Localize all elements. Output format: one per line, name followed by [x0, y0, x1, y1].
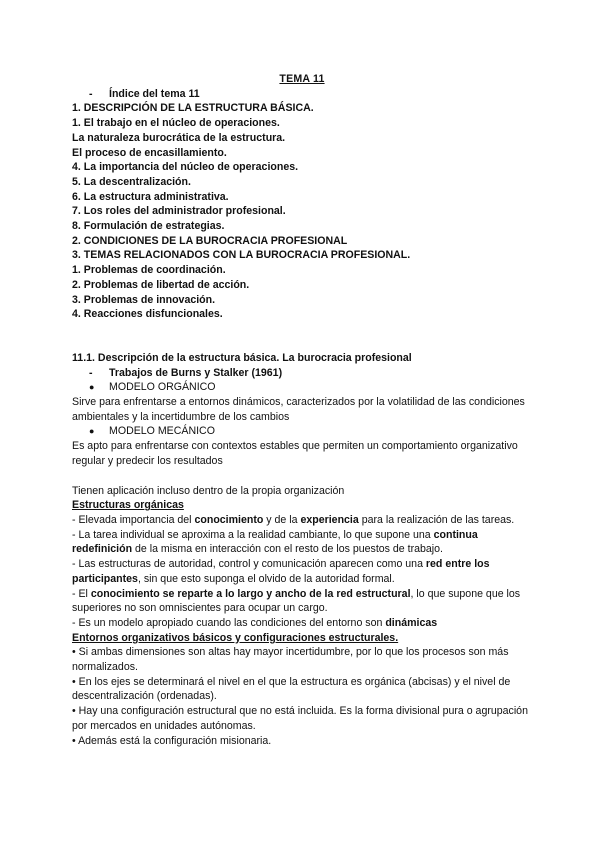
environments-heading: Entornos organizativos básicos y configuraciones estructurales. [72, 631, 399, 644]
section-subheading-text: Trabajos de Burns y Stalker (1961) [109, 366, 283, 379]
index-list [72, 101, 532, 322]
index-item: 3. Problemas de innovación. [72, 293, 216, 306]
dash-marker: - [89, 366, 93, 379]
document-title: TEMA 11 [279, 73, 325, 85]
index-item: 2. Problemas de libertad de acción. [72, 278, 250, 291]
dash-marker: - [89, 87, 93, 100]
index-item: 1. Problemas de coordinación. [72, 264, 226, 277]
index-item: 1. DESCRIPCIÓN DE LA ESTRUCTURA BÁSICA. [72, 102, 314, 115]
index-item: 5. La descentralización. [72, 175, 191, 188]
index-heading [72, 87, 532, 102]
organic-paragraph-1 [72, 513, 532, 528]
index-item: 7. Los roles del administrador profesional. [72, 205, 286, 218]
index-item: 6. La estructura administrativa. [72, 190, 229, 203]
bold-run: red entre los participantes [72, 558, 490, 585]
organic-paragraph-5 [72, 616, 532, 631]
organic-paragraph-4 [72, 587, 532, 616]
bold-run: experiencia [300, 513, 359, 526]
text-run: - El [72, 587, 91, 600]
bold-run: dinámicas [385, 616, 438, 629]
organic-model-label-text: MODELO ORGÁNICO [109, 381, 216, 394]
text-run: y de la [263, 513, 301, 526]
index-item: 2. CONDICIONES DE LA BUROCRACIA PROFESIONAL [72, 234, 348, 247]
environment-bullet: • Hay una configuración estructural que no está incluida. Es la forma divisional pura o agrupación por mercados en unidades autónomas. [72, 705, 528, 732]
organic-paragraph-2 [72, 528, 532, 557]
mechanic-model-text: Es apto para enfrentarse con contextos estables que permiten un comportamiento organizativo regular y predecir los resultados [72, 440, 518, 467]
section-subheading [72, 366, 532, 381]
organic-model-text: Sirve para enfrentarse a entornos dinámicos, caracterizados por la volatilidad de las condiciones ambientales y la incertidumbre de los cambios [72, 396, 525, 423]
text-run: para la realización de las tareas. [358, 513, 515, 526]
organic-paragraph-3 [72, 557, 532, 586]
environment-bullet: • Además está la configuración misionaria. [72, 734, 272, 747]
organic-model-label [72, 380, 532, 395]
index-item: 3. TEMAS RELACIONADOS CON LA BUROCRACIA PROFESIONAL. [72, 249, 411, 262]
text-run: , lo que supone que los superiores no son omniscientes para ocupar un cargo. [72, 587, 521, 615]
index-item: 1. El trabajo en el núcleo de operaciones. [72, 117, 280, 130]
bold-run: conocimiento se reparte a lo largo y ancho de la red estructural [90, 587, 411, 600]
index-item: 4. La importancia del núcleo de operaciones. [72, 161, 299, 174]
document-page [72, 72, 532, 748]
bold-run: continua redefinición [72, 528, 478, 556]
text-run: - Las estructuras de autoridad, control y comunicación aparecen como una [72, 558, 426, 571]
application-text: Tienen aplicación incluso dentro de la propia organización [72, 484, 345, 497]
mechanic-model-label-text: MODELO MECÁNICO [109, 425, 215, 438]
environment-bullet: • Si ambas dimensiones son altas hay mayor incertidumbre, por lo que los procesos son más normalizados. [72, 646, 509, 674]
organic-structures-heading: Estructuras orgánicas [72, 499, 184, 512]
index-item: El proceso de encasillamiento. [72, 146, 227, 159]
index-item: La naturaleza burocrática de la estructura. [72, 131, 286, 144]
bold-run: conocimiento [194, 513, 264, 526]
section-heading: 11.1. Descripción de la estructura básica. La burocracia profesional [72, 351, 412, 364]
text-run: de la misma en interacción con el resto de los puestos de trabajo. [132, 543, 443, 556]
bullet-dot-icon: ● [89, 382, 95, 393]
mechanic-model-label [72, 424, 532, 439]
environment-bullet: • En los ejes se determinará el nivel en el que la estructura es orgánica (abcisas) y el nivel de descentralización (ordenadas). [72, 675, 511, 703]
text-run: - La tarea individual se aproxima a la realidad cambiante, lo que supone una [72, 528, 434, 541]
index-heading-text: Índice del tema 11 [109, 87, 200, 100]
text-run: , sin que esto suponga el olvido de la autoridad formal. [137, 572, 395, 585]
text-run: - Elevada importancia del [72, 513, 195, 526]
bullet-dot-icon: ● [89, 426, 95, 437]
index-item: 8. Formulación de estrategias. [72, 220, 225, 233]
text-run: - Es un modelo apropiado cuando las condiciones del entorno son [72, 616, 386, 629]
index-item: 4. Reacciones disfuncionales. [72, 308, 223, 321]
